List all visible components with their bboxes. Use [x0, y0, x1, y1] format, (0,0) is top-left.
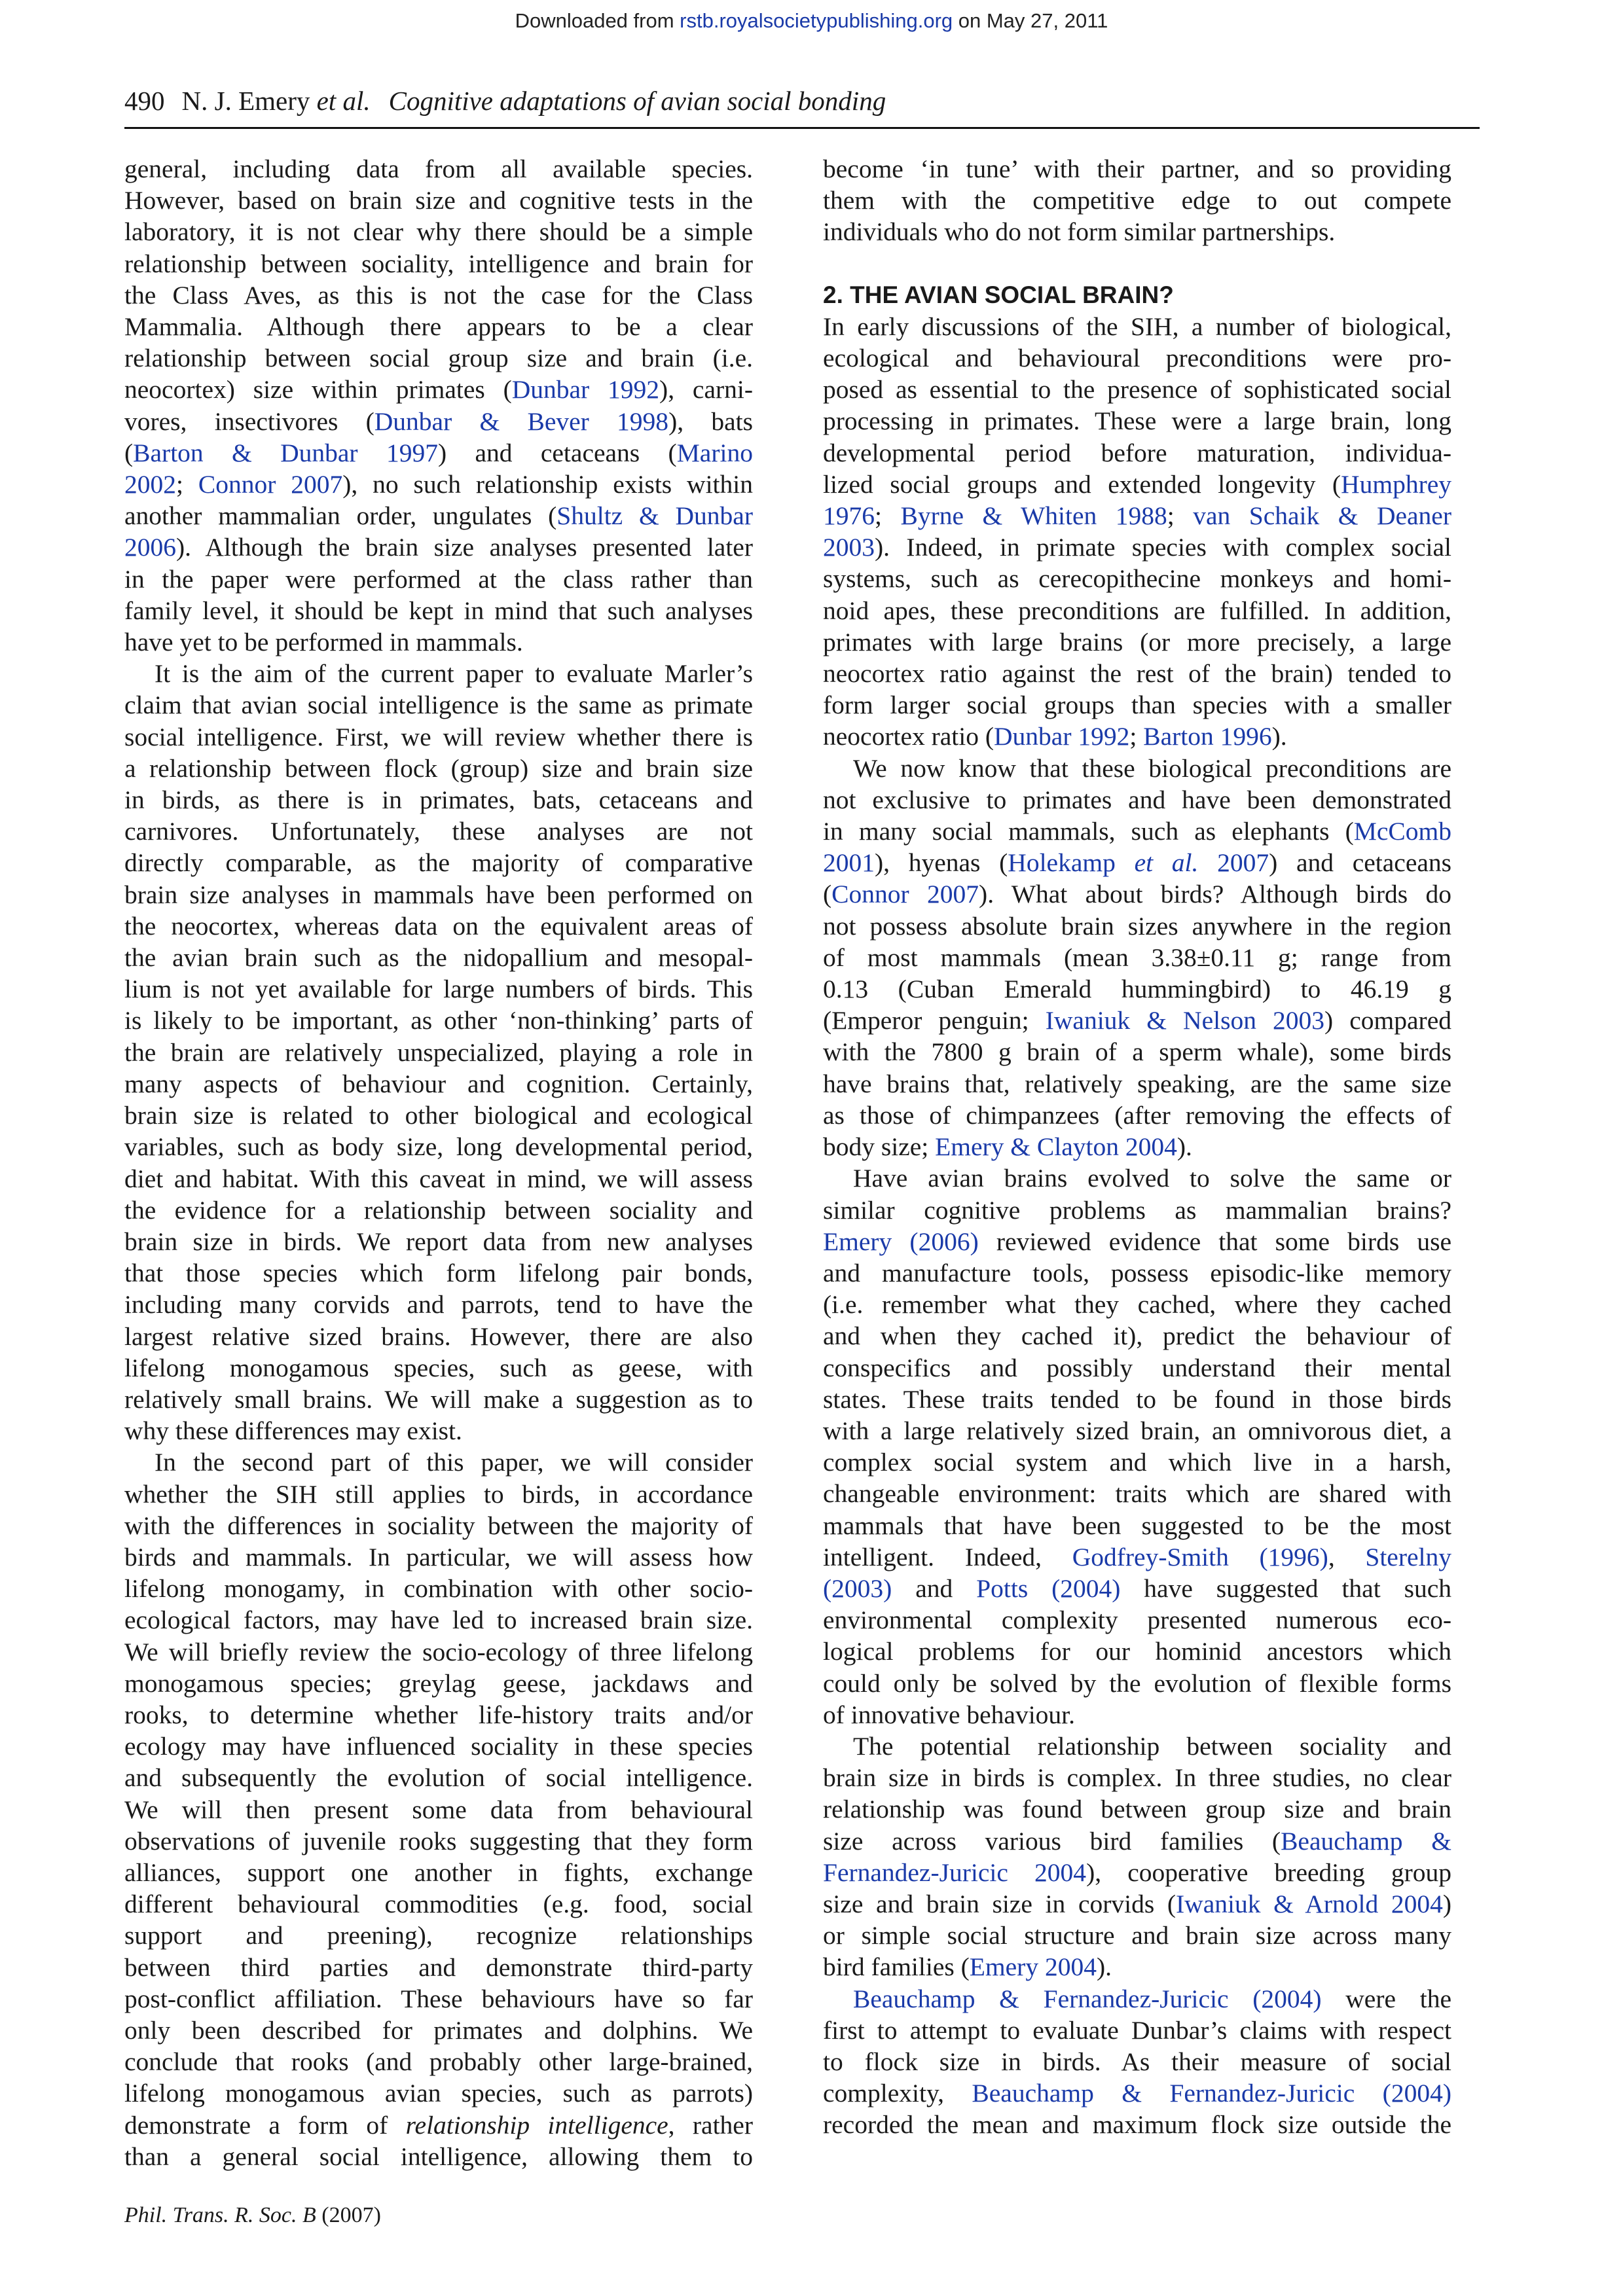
text-line: the Class Aves, as this is not the case for the Class — [124, 280, 753, 310]
citation-link[interactable]: Fernandez-Juricic 2004 — [823, 1857, 1087, 1887]
text-line: Have avian brains evolved to solve the same or — [853, 1164, 1451, 1193]
text-run: ( — [124, 438, 134, 467]
left-paragraph-3 — [124, 1446, 753, 2172]
text-line: conclude that rooks (and probably other large-brained, — [124, 2047, 753, 2077]
text-run: body size; — [823, 1132, 936, 1162]
text-run: , rather — [668, 2110, 753, 2140]
text-line: observations of juvenile rooks suggesting that they form — [124, 1826, 753, 1856]
text-run: ), no such relationship exists within — [342, 470, 754, 499]
citation-link[interactable]: 1976 — [823, 501, 875, 531]
text-line — [823, 1951, 1451, 1982]
text-run: ). — [1271, 722, 1287, 751]
text-line: noid apes, these preconditions are fulfilled. In addition, — [823, 596, 1451, 625]
text-line: including many corvids and parrots, tend to have the — [124, 1290, 753, 1319]
text-line: individuals who do not form similar partnerships. — [823, 217, 1336, 247]
journal-year: (2007) — [316, 2203, 381, 2227]
citation-link[interactable]: (2003) — [823, 1573, 892, 1603]
text-run: neocortex ratio ( — [823, 722, 994, 751]
download-prefix: Downloaded from — [515, 9, 680, 32]
text-line: and subsequently the evolution of social intelligence. — [124, 1763, 753, 1793]
citation-link[interactable]: Marino — [676, 438, 753, 467]
text-line: similar cognitive problems as mammalian brains? — [823, 1195, 1451, 1225]
text-line: relationship between sociality, intelligence and brain for — [124, 249, 753, 278]
text-line — [124, 374, 753, 405]
left-paragraph-2 — [124, 658, 753, 1446]
text-run: demonstrate a form of — [124, 2110, 406, 2140]
text-run: size across various bird families ( — [823, 1826, 1281, 1856]
section-heading: 2. THE AVIAN SOCIAL BRAIN? — [823, 281, 1174, 308]
right-column — [823, 153, 1451, 2141]
text-run: ), carni- — [659, 375, 754, 404]
text-run: ). What about birds? Although birds do — [979, 880, 1452, 909]
text-line — [124, 437, 753, 469]
header-rule — [124, 127, 1480, 129]
text-line: We will then present some data from behavioural — [124, 1795, 753, 1824]
citation-link[interactable]: Barton & Dunbar 1997 — [133, 438, 438, 467]
text-line: whether the SIH still applies to birds, in accordance — [124, 1479, 753, 1509]
text-line: them with the competitive edge to out compete — [823, 186, 1451, 215]
text-run: ; — [1129, 722, 1144, 751]
text-line: not possess absolute brain sizes anywhere in the region — [823, 911, 1451, 941]
article-title: Cognitive adaptations of avian social bonding — [388, 86, 886, 116]
text-line: lifelong monogamy, in combination with other socio- — [124, 1574, 753, 1604]
text-line: systems, such as cerecopithecine monkeys and homi- — [823, 564, 1451, 594]
text-line: posed as essential to the presence of sophisticated social — [823, 375, 1451, 404]
text-run: ). — [1096, 1952, 1112, 1982]
emphasis: et al. — [1134, 848, 1199, 878]
download-source-link[interactable]: rstb.royalsocietypublishing.org — [680, 9, 953, 32]
text-line: or simple social structure and brain size across many — [823, 1921, 1451, 1950]
text-line: largest relative sized brains. However, there are also — [124, 1321, 753, 1351]
text-line: The potential relationship between sociality and — [853, 1731, 1451, 1761]
text-line: developmental period before maturation, individua- — [823, 438, 1451, 467]
citation-link[interactable]: Connor 2007 — [831, 880, 979, 909]
text-line: the brain are relatively unspecialized, playing a role in — [124, 1037, 753, 1067]
text-line: environmental complexity presented numerous eco- — [823, 1605, 1451, 1635]
text-run: another mammalian order, ungulates ( — [124, 501, 557, 531]
text-line — [823, 1983, 1451, 2015]
text-run: ) — [1442, 1889, 1451, 1918]
text-line — [823, 500, 1451, 531]
citation-link[interactable]: Emery (2006) — [823, 1227, 979, 1256]
text-line — [124, 500, 753, 531]
text-line: not exclusive to primates and have been demonstrated — [823, 785, 1451, 814]
text-line: and when they cached it), predict the behaviour of — [823, 1321, 1451, 1351]
text-line: claim that avian social intelligence is the same as primate — [124, 691, 753, 720]
text-line: logical problems for our hominid ancestors which — [823, 1637, 1451, 1666]
text-line — [823, 816, 1451, 847]
citation-link[interactable]: McComb — [1353, 817, 1451, 846]
text-line: and manufacture tools, possess episodic-like memory — [823, 1258, 1451, 1287]
text-run: , — [1328, 1542, 1366, 1571]
right-paragraph-3 — [823, 1162, 1451, 1731]
text-run: bird families ( — [823, 1952, 970, 1982]
left-paragraph-1 — [124, 153, 753, 658]
text-line — [823, 1226, 1451, 1257]
text-line: first to attempt to evaluate Dunbar’s claims with respect — [823, 2015, 1451, 2045]
text-line — [823, 1131, 1451, 1162]
citation-link[interactable]: 2002 — [124, 470, 176, 499]
text-run: ; — [176, 470, 198, 499]
text-line: In early discussions of the SIH, a number of biological, — [823, 312, 1451, 341]
citation-link[interactable]: Iwaniuk & Nelson 2003 — [1045, 1006, 1325, 1035]
text-line: (i.e. remember what they cached, where they cached — [823, 1290, 1451, 1319]
text-line: than a general social intelligence, allowing them to — [124, 2142, 753, 2171]
text-run: ). Indeed, in primate species with complex social — [875, 533, 1451, 562]
text-line: in birds, as there is in primates, bats, cetaceans and — [124, 785, 753, 815]
text-run: size and brain size in corvids ( — [823, 1889, 1176, 1918]
text-line: to flock size in birds. As their measure of social — [823, 2047, 1451, 2076]
text-run: ), hyenas ( — [875, 848, 1008, 878]
text-run: ( — [823, 880, 832, 909]
text-line: alliances, support one another in fights, exchange — [124, 1857, 753, 1887]
text-line — [823, 847, 1451, 878]
text-line — [823, 469, 1451, 500]
text-line — [823, 1573, 1451, 1604]
text-line: 0.13 (Cuban Emerald hummingbird) to 46.19 g — [823, 975, 1451, 1004]
text-run: were the — [1321, 1984, 1451, 2013]
text-line: lium is not yet available for large numbers of birds. This — [124, 975, 753, 1004]
left-column — [124, 153, 753, 2172]
text-run: (Emperor penguin; — [823, 1006, 1046, 1035]
citation-link[interactable]: Connor 2007 — [198, 470, 343, 499]
text-line: in the paper were performed at the class rather than — [124, 564, 753, 594]
citation-link[interactable]: Byrne & Whiten 1988 — [900, 501, 1167, 531]
text-line — [124, 406, 753, 437]
text-run: Holekamp — [1008, 848, 1135, 878]
citation-link[interactable]: Dunbar 1992 — [994, 722, 1130, 751]
citation-link[interactable]: 2003 — [823, 533, 875, 562]
citation-link[interactable]: 2006 — [124, 533, 176, 562]
text-run: intelligent. Indeed, — [823, 1542, 1072, 1571]
text-line: directly comparable, as the majority of comparative — [124, 848, 753, 878]
text-line: ecology may have influenced sociality in these species — [124, 1732, 753, 1761]
text-line: post-conflict affiliation. These behaviours have so far — [124, 1984, 753, 2013]
text-line: as those of chimpanzees (after removing the effects of — [823, 1100, 1451, 1130]
text-line: states. These traits tended to be found in those birds — [823, 1384, 1451, 1414]
authors-etal: et al. — [316, 86, 371, 116]
emphasis: relationship intelligence — [405, 2110, 668, 2140]
text-line: have brains that, relatively speaking, are the same size — [823, 1069, 1451, 1098]
text-line: processing in primates. These were a large brain, long — [823, 406, 1451, 436]
text-run: in many social mammals, such as elephants ( — [823, 817, 1354, 846]
text-line: why these differences may exist. — [124, 1416, 462, 1446]
authors — [182, 86, 371, 116]
text-run: ) and cetaceans ( — [437, 438, 677, 467]
text-run: ) and cetaceans — [1269, 848, 1452, 878]
right-paragraph-4 — [823, 1731, 1451, 1983]
citation-link[interactable]: Dunbar 1992 — [511, 375, 660, 404]
text-run: complexity, — [823, 2079, 972, 2108]
text-run: ). — [1176, 1132, 1192, 1162]
text-line: It is the aim of the current paper to evaluate Marler’s — [155, 659, 753, 689]
text-line — [823, 721, 1451, 752]
text-line: diet and habitat. With this caveat in mind, we will assess — [124, 1164, 753, 1193]
citation-link[interactable]: Dunbar & Bever 1998 — [374, 406, 669, 436]
citation-link[interactable]: Potts (2004) — [976, 1573, 1121, 1603]
text-line — [823, 1541, 1451, 1573]
text-line: is likely to be important, as other ‘non-thinking’ parts of — [124, 1006, 753, 1035]
text-line: social intelligence. First, we will review whether there is — [124, 722, 753, 751]
text-line: In the second part of this paper, we will consider — [155, 1448, 753, 1477]
text-line: birds and mammals. In particular, we will assess how — [124, 1542, 753, 1571]
text-line: primates with large brains (or more precisely, a large — [823, 627, 1451, 656]
text-line: only been described for primates and dolphins. We — [124, 2015, 753, 2045]
journal-name: Phil. Trans. R. Soc. B — [124, 2203, 316, 2227]
text-line: lifelong monogamous avian species, such as parrots) — [124, 2079, 753, 2108]
text-line: recorded the mean and maximum flock size outside the — [823, 2110, 1451, 2140]
text-line: ecological and behavioural preconditions were pro- — [823, 344, 1451, 373]
citation-link[interactable]: Humphrey — [1341, 469, 1451, 499]
citation-link[interactable]: Iwaniuk & Arnold 2004 — [1176, 1889, 1443, 1918]
right-paragraph-5 — [823, 1983, 1451, 2141]
text-line: lifelong monogamous species, such as geese, with — [124, 1353, 753, 1382]
text-line: relationship was found between group size and brain — [823, 1795, 1451, 1824]
text-line: brain size analyses in mammals have been performed on — [124, 880, 753, 909]
text-line: conspecifics and possibly understand their mental — [823, 1353, 1451, 1382]
text-line — [823, 1857, 1451, 1888]
text-line: general, including data from all available species. — [124, 154, 753, 183]
text-run: ; — [1167, 501, 1194, 531]
text-run: vores, insectivores ( — [124, 406, 374, 436]
text-line: between third parties and demonstrate third-party — [124, 1952, 753, 1982]
text-run: lized social groups and extended longevity ( — [823, 469, 1341, 499]
text-line: We will briefly review the socio-ecology of three lifelong — [124, 1637, 753, 1666]
text-run: ), bats — [668, 406, 753, 436]
citation-link[interactable]: Godfrey-Smith (1996) — [1072, 1542, 1328, 1571]
right-paragraph-0 — [823, 153, 1451, 248]
text-run: reviewed evidence that some birds use — [978, 1227, 1451, 1256]
citation-link[interactable]: Emery 2004 — [969, 1952, 1097, 1982]
text-line: ecological factors, may have led to increased brain size. — [124, 1605, 753, 1635]
citation-link[interactable]: Shultz & Dunbar — [556, 501, 753, 531]
text-line — [124, 2109, 753, 2141]
text-line — [124, 469, 753, 500]
authors-main: N. J. Emery — [181, 86, 317, 116]
text-line: have yet to be performed in mammals. — [124, 628, 523, 657]
text-line: become ‘in tune’ with their partner, and so providing — [823, 154, 1451, 183]
text-line — [823, 1888, 1451, 1920]
text-run: 2007 — [1198, 848, 1269, 878]
page-number: 490 — [124, 86, 165, 116]
citation-link[interactable]: Beauchamp & Fernandez-Juricic (2004) — [853, 1984, 1322, 2013]
text-line: mammals that have been suggested to be the most — [823, 1511, 1451, 1540]
text-run: ; — [875, 501, 901, 531]
text-line: of most mammals (mean 3.38±0.11 g; range from — [823, 942, 1451, 972]
text-line: that those species which form lifelong pair bonds, — [124, 1259, 753, 1288]
text-line — [823, 1825, 1451, 1857]
text-line: of innovative behaviour. — [823, 1700, 1076, 1729]
text-line — [823, 878, 1451, 910]
citation-link[interactable]: 2001 — [823, 848, 875, 878]
text-run: and — [892, 1573, 977, 1603]
text-line: a relationship between flock (group) size and brain size — [124, 753, 753, 783]
text-run: have suggested that such — [1120, 1573, 1451, 1603]
text-run: neocortex) size within primates ( — [124, 375, 512, 404]
text-line: with a large relatively sized brain, an omnivorous diet, a — [823, 1416, 1451, 1445]
text-line: different behavioural commodities (e.g. food, social — [124, 1890, 753, 1919]
text-line — [124, 531, 753, 563]
right-paragraph-2 — [823, 753, 1451, 1163]
text-run: ). Although the brain size analyses presented later — [176, 533, 753, 562]
text-line — [823, 531, 1451, 563]
download-suffix: on May 27, 2011 — [953, 9, 1108, 32]
text-line: support and preening), recognize relationships — [124, 1921, 753, 1950]
text-line: relationship between social group size and brain (i.e. — [124, 344, 753, 373]
text-line: the neocortex, whereas data on the equivalent areas of — [124, 911, 753, 941]
text-line: brain size in birds. We report data from new analyses — [124, 1227, 753, 1256]
text-line: form larger social groups than species with a smaller — [823, 691, 1451, 720]
download-notice — [0, 9, 1623, 33]
journal-footer — [124, 2203, 381, 2228]
text-line: We now know that these biological preconditions are — [853, 753, 1451, 783]
text-line — [823, 2077, 1451, 2109]
text-line: carnivores. Unfortunately, these analyses are not — [124, 817, 753, 846]
text-line: monogamous species; greylag geese, jackdaws and — [124, 1668, 753, 1698]
text-line: the evidence for a relationship between sociality and — [124, 1195, 753, 1225]
text-line: many aspects of behaviour and cognition. Certainly, — [124, 1069, 753, 1098]
text-line: However, based on brain size and cognitive tests in the — [124, 186, 753, 215]
citation-link[interactable]: Emery & Clayton 2004 — [935, 1132, 1177, 1162]
text-line: relatively small brains. We will make a suggestion as to — [124, 1384, 753, 1414]
text-run: ), cooperative breeding group — [1086, 1857, 1451, 1887]
text-run: ) compared — [1324, 1006, 1451, 1035]
text-line: family level, it should be kept in mind that such analyses — [124, 596, 753, 625]
citation-link[interactable] — [1008, 848, 1269, 877]
text-line: the avian brain such as the nidopallium and mesopal- — [124, 943, 753, 973]
text-line — [823, 1005, 1451, 1036]
text-line: with the differences in sociality between the majority of — [124, 1511, 753, 1540]
running-header — [124, 85, 1480, 117]
text-line: brain size in birds is complex. In three studies, no clear — [823, 1763, 1451, 1793]
text-line: complex social system and which live in a harsh, — [823, 1448, 1451, 1477]
text-line: Mammalia. Although there appears to be a clear — [124, 312, 753, 342]
citation-link[interactable]: van Schaik & Deaner — [1193, 501, 1451, 531]
text-line: brain size is related to other biological and ecological — [124, 1101, 753, 1130]
right-paragraph-1 — [823, 311, 1451, 753]
text-line: could only be solved by the evolution of flexible forms — [823, 1668, 1451, 1698]
text-line: with the 7800 g brain of a sperm whale), some birds — [823, 1037, 1451, 1067]
citation-link[interactable]: Sterelny — [1365, 1542, 1451, 1571]
text-line: changeable environment: traits which are shared with — [823, 1479, 1451, 1509]
text-line: rooks, to determine whether life-history traits and/or — [124, 1700, 753, 1729]
citation-link[interactable]: Barton 1996 — [1143, 722, 1272, 751]
text-line: variables, such as body size, long developmental period, — [124, 1132, 753, 1162]
text-line: neocortex ratio against the rest of the brain) tended to — [823, 659, 1451, 689]
citation-link[interactable]: Beauchamp & Fernandez-Juricic (2004) — [972, 2079, 1451, 2108]
text-line: laboratory, it is not clear why there should be a simple — [124, 217, 753, 247]
citation-link[interactable]: Beauchamp & — [1281, 1826, 1451, 1856]
